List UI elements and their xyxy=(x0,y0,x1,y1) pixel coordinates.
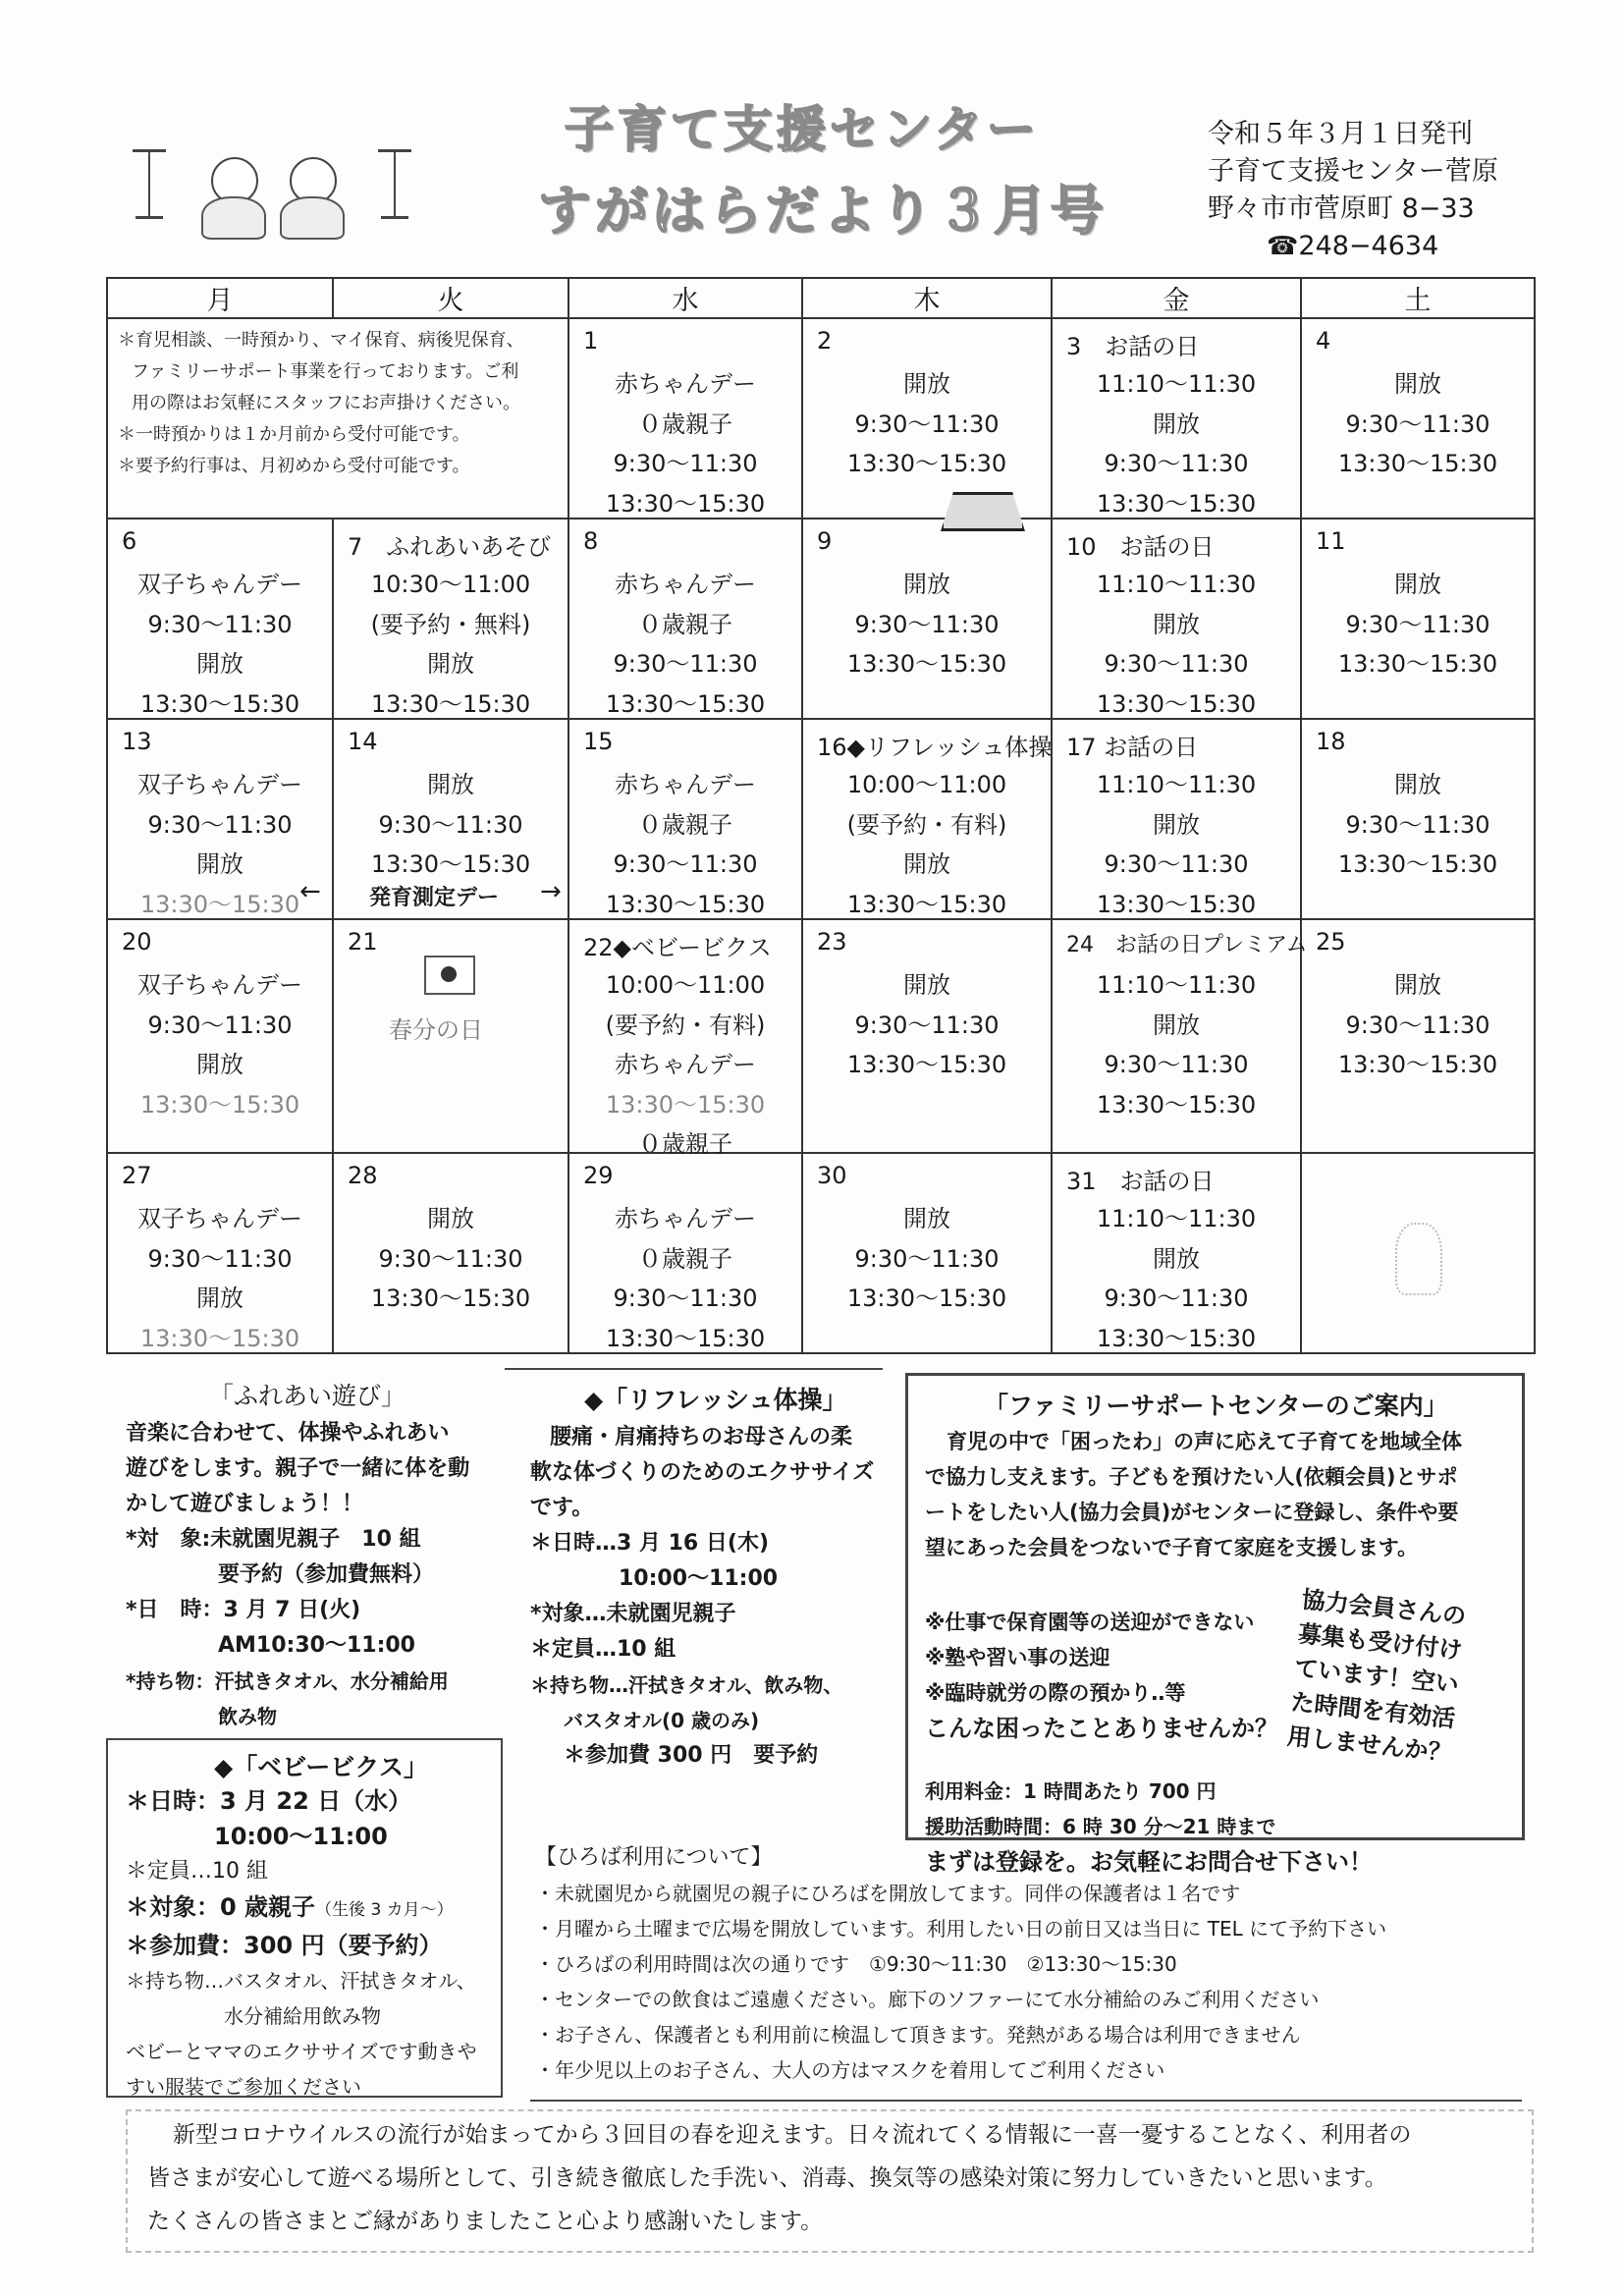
schedule-line: 9:30〜11:30 xyxy=(1104,450,1249,477)
day-number: 14 xyxy=(348,728,378,755)
calendar-week-1 xyxy=(107,318,1535,519)
schedule-line: 13:30〜15:30 xyxy=(1096,689,1257,718)
newsletter-subtitle: すがはらだより３月号 xyxy=(538,180,1108,242)
question-line: こんな困ったことありませんか？ xyxy=(925,1715,1278,1742)
day-cell xyxy=(802,1153,1052,1353)
schedule-line: 13:30〜15:30 xyxy=(370,850,531,878)
schedule-line: 赤ちゃんデー xyxy=(615,571,756,598)
capacity-line: ＊定員…10 組 xyxy=(530,1637,676,1662)
day-schedule xyxy=(108,565,332,724)
schedule-line: 開放 xyxy=(1394,971,1441,999)
day-number: 2 xyxy=(817,327,833,355)
day-schedule xyxy=(569,565,801,724)
calendar-week-4 xyxy=(107,919,1535,1153)
address: 野々市市菅原町 8−33 xyxy=(1208,193,1475,224)
section-title: 【ひろば利用について】 xyxy=(535,1845,773,1870)
day-cell xyxy=(1052,919,1308,1153)
day-schedule xyxy=(803,765,1051,924)
refresh-taiso-section xyxy=(530,1381,893,1774)
rule-line: ・センターでの飲食はご遠慮ください。廊下のソファーにて水分補給のみご利用ください xyxy=(535,1988,1320,2011)
desc-line: 軟な体づくりのためのエクササイズ xyxy=(530,1460,875,1485)
publication-info xyxy=(1208,116,1498,265)
schedule-line: 開放 xyxy=(1153,810,1200,839)
schedule-line: 13:30〜15:30 xyxy=(846,1285,1007,1312)
day-schedule xyxy=(334,765,568,885)
schedule-line: 13:30〜15:30 xyxy=(846,650,1007,678)
rule-line: ・ひろばの利用時間は次の通りです ①9:30〜11:30 ②13:30〜15:30 xyxy=(535,1952,1177,1976)
schedule-line: 開放 xyxy=(903,1205,950,1232)
day-schedule xyxy=(334,1199,568,1319)
callout-line: ています！空い xyxy=(1293,1654,1461,1699)
schedule-line: 赤ちゃんデー xyxy=(615,1205,756,1232)
schedule-line: 開放 xyxy=(427,771,474,798)
day-number: 10 お話の日 xyxy=(1066,533,1215,561)
day-schedule xyxy=(569,965,801,1165)
schedule-line: 双子ちゃんデー xyxy=(137,771,302,798)
desc-line: ートをしたい人(協力会員)がセンターに登録し、条件や要 xyxy=(925,1501,1459,1524)
day-schedule xyxy=(108,1199,332,1358)
schedule-line: 9:30〜11:30 xyxy=(147,610,293,638)
day-number: 15 xyxy=(583,728,614,755)
day-number: 31 お話の日 xyxy=(1066,1168,1215,1195)
schedule-line: 開放 xyxy=(427,1205,474,1232)
day-schedule xyxy=(803,565,1051,684)
day-cell xyxy=(107,1153,333,1353)
callout-line: た時間を有効活 xyxy=(1289,1688,1457,1733)
target-main: ＊対象：0 歳親子 xyxy=(126,1893,316,1921)
items-line: 水分補給用飲み物 xyxy=(224,2004,381,2028)
items-line: ＊持ち物…汗拭きタオル、飲み物、 xyxy=(530,1673,843,1697)
callout-line: 協力会員さんの xyxy=(1300,1585,1468,1631)
day-cell xyxy=(107,719,333,919)
day-schedule xyxy=(803,364,1051,484)
schedule-line: 開放 xyxy=(1394,771,1441,798)
day-cell xyxy=(333,919,568,1153)
section-title: 「ファミリーサポートセンターのご案内」 xyxy=(984,1392,1448,1420)
japan-flag-icon xyxy=(424,956,475,995)
calendar-week-3 xyxy=(107,719,1535,919)
day-number: 23 xyxy=(817,928,847,956)
fee-line: ＊参加費：300 円（要予約） xyxy=(126,1932,443,1959)
day-number: 1 xyxy=(583,327,599,355)
day-number: 20 xyxy=(122,928,152,956)
measure-arrow-right: → xyxy=(540,877,562,906)
day-cell xyxy=(333,1153,568,1353)
schedule-line: 赤ちゃんデー xyxy=(615,771,756,798)
rule-line: ・月曜から土曜まで広場を開放しています。利用したい日の前日又は当日に TEL にて予約下さい xyxy=(535,1917,1387,1941)
section-title: ◆「リフレッシュ体操」 xyxy=(584,1386,847,1414)
schedule-line: 赤ちゃんデー xyxy=(615,370,756,398)
weekday-mon: 月 xyxy=(107,278,333,318)
items-line: 飲み物 xyxy=(218,1705,277,1728)
section-title: ◆「ベビービクス」 xyxy=(214,1753,428,1781)
schedule-line: 13:30〜15:30 xyxy=(1337,450,1498,477)
day-schedule xyxy=(569,1199,801,1358)
schedule-line: 13:30〜15:30 xyxy=(139,1324,300,1352)
target-sub: （生後 3 カ月〜） xyxy=(315,1900,454,1920)
schedule-line: 13:30〜15:30 xyxy=(846,450,1007,477)
schedule-line: 9:30〜11:30 xyxy=(613,1285,758,1312)
calendar-notes xyxy=(107,318,568,519)
message-line: 新型コロナウイルスの流行が始まってから３回目の春を迎えます。日々流れてくる情報に一喜一憂することなく、利用者の xyxy=(173,2122,1412,2148)
publish-date: 令和５年３月１日発刊 xyxy=(1208,119,1473,149)
day-cell xyxy=(802,519,1052,719)
schedule-line: (要予約・有料) xyxy=(846,810,1007,839)
schedule-line: 開放 xyxy=(1153,610,1200,638)
schedule-line: 13:30〜15:30 xyxy=(139,890,300,918)
day-number: 8 xyxy=(583,527,599,555)
target-line: *対象…未就園児親子 xyxy=(530,1602,736,1626)
schedule-line: 13:30〜15:30 xyxy=(605,1090,766,1119)
section-title: 「ふれあい遊び」 xyxy=(209,1382,406,1410)
day-cell xyxy=(568,318,802,519)
rule-line: ・お子さん、保護者とも利用前に検温して頂きます。発熱がある場合は利用できません xyxy=(535,2023,1301,2047)
day-cell xyxy=(1052,719,1301,919)
day-number: 13 xyxy=(122,728,152,755)
schedule-line: 開放 xyxy=(196,850,243,878)
schedule-line: 9:30〜11:30 xyxy=(854,1244,1000,1273)
weekday-header xyxy=(107,278,1535,318)
day-cell xyxy=(107,919,333,1153)
register-line: まずは登録を。お気軽にお問合せ下さい！ xyxy=(925,1848,1373,1876)
weekday-thu: 木 xyxy=(802,278,1052,318)
fee-line: 利用料金：1 時間あたり 700 円 xyxy=(925,1779,1217,1803)
date-line: *日 時：3 月 7 日(火) xyxy=(126,1598,361,1622)
day-cell xyxy=(1301,919,1535,1153)
day-cell xyxy=(107,519,333,719)
newsletter-title: 子育て支援センター xyxy=(565,101,1040,158)
time-line: AM10:30〜11:00 xyxy=(218,1633,415,1658)
day-cell xyxy=(802,719,1052,919)
schedule-line: 13:30〜15:30 xyxy=(605,890,766,918)
day-schedule xyxy=(569,765,801,924)
schedule-line: 9:30〜11:30 xyxy=(1345,410,1490,438)
rule-line: ・未就園児から就園児の親子にひろばを開放してます。同伴の保護者は１名です xyxy=(535,1882,1241,1905)
note-line: 用の際はお気軽にスタッフにお声掛けください。 xyxy=(132,393,520,413)
day-number: 29 xyxy=(583,1162,614,1189)
volunteer-callout xyxy=(1285,1583,1467,1772)
day-number: 22◆ベビービクス xyxy=(583,934,772,961)
schedule-line: (要予約・無料) xyxy=(370,610,531,638)
schedule-line: (要予約・有料) xyxy=(605,1011,766,1039)
desc-line: で協力し支えます。子どもを預けたい人(依頼会員)とサポ xyxy=(925,1465,1458,1489)
weekday-wed: 水 xyxy=(568,278,802,318)
desc-line: 育児の中で「困ったわ」の声に応えて子育てを地域全体 xyxy=(947,1430,1462,1453)
desc-line: 遊びをします。親子で一緒に体を動 xyxy=(126,1456,470,1481)
target-note: 要予約（参加費無料） xyxy=(218,1562,435,1587)
monthly-calendar xyxy=(106,277,1536,1354)
schedule-line: 11:10〜11:30 xyxy=(1096,971,1257,999)
schedule-line: ０歳親子 xyxy=(638,1130,732,1158)
schedule-line: 9:30〜11:30 xyxy=(1104,650,1249,678)
day-cell xyxy=(1052,1153,1301,1353)
day-schedule xyxy=(1302,765,1534,885)
day-number: 27 xyxy=(122,1162,152,1189)
schedule-line: 開放 xyxy=(1394,571,1441,598)
phone-number: 248−4634 xyxy=(1298,231,1439,261)
message-line: たくさんの皆さまとご縁がありましたこと心より感謝いたします。 xyxy=(147,2209,824,2234)
schedule-line: 双子ちゃんデー xyxy=(137,971,302,999)
schedule-line: 11:10〜11:30 xyxy=(1096,571,1257,598)
items-line: ＊持ち物…バスタオル、汗拭きタオル、 xyxy=(126,1969,476,1993)
day-cell xyxy=(1301,719,1535,919)
items-line: *持ち物：汗拭きタオル、水分補給用 xyxy=(126,1669,449,1693)
date-line: ＊日時：3 月 22 日（水） xyxy=(126,1787,412,1815)
day-schedule xyxy=(1053,1199,1300,1358)
schedule-line: 開放 xyxy=(903,850,950,878)
day-schedule xyxy=(803,1199,1051,1319)
example-line: ※仕事で保育園等の送迎ができない xyxy=(925,1611,1255,1634)
day-cell xyxy=(568,519,802,719)
phone-line xyxy=(1208,228,1498,265)
day-number: 11 xyxy=(1316,527,1346,555)
example-line: ※塾や習い事の送迎 xyxy=(925,1646,1110,1669)
schedule-line: 13:30〜15:30 xyxy=(605,689,766,718)
callout-line: 募集も受け付け xyxy=(1296,1619,1464,1665)
schedule-line: 双子ちゃんデー xyxy=(137,1205,302,1232)
schedule-line: 開放 xyxy=(196,1051,243,1078)
day-number: 28 xyxy=(348,1162,378,1189)
callout-line: 用しませんか？ xyxy=(1285,1722,1453,1768)
babybics-section xyxy=(126,1748,499,2105)
calendar-week-5 xyxy=(107,1153,1535,1353)
schedule-line: 9:30〜11:30 xyxy=(1345,1011,1490,1039)
date-line: ＊日時…3 月 16 日(木) xyxy=(530,1531,770,1556)
schedule-line: 13:30〜15:30 xyxy=(605,489,766,518)
measure-arrow-left: ← xyxy=(299,877,321,906)
day-number: 7 ふれあいあそび xyxy=(348,533,552,561)
schedule-line: 開放 xyxy=(196,650,243,678)
schedule-line: 9:30〜11:30 xyxy=(378,810,523,839)
organization-name: 子育て支援センター菅原 xyxy=(1208,156,1498,187)
schedule-line: 9:30〜11:30 xyxy=(1104,1051,1249,1078)
phone-icon: ☎ xyxy=(1267,232,1299,261)
schedule-line: 13:30〜15:30 xyxy=(1096,1324,1257,1352)
day-number: 25 xyxy=(1316,928,1346,956)
fureai-asobi-section xyxy=(126,1377,509,1734)
schedule-line: 開放 xyxy=(1153,410,1200,438)
schedule-line: 13:30〜15:30 xyxy=(370,1285,531,1312)
note-line: ＊要予約行事は、月初めから受付可能です。 xyxy=(118,456,470,476)
schedule-line: 赤ちゃんデー xyxy=(615,1051,756,1078)
day-number: 6 xyxy=(122,527,137,555)
schedule-line: 9:30〜11:30 xyxy=(378,1244,523,1273)
holiday-label: 春分の日 xyxy=(389,1016,483,1044)
schedule-line: 開放 xyxy=(903,571,950,598)
day-cell xyxy=(568,1153,802,1353)
note-line: ファミリーサポート事業を行っております。ご利 xyxy=(132,361,519,382)
weekday-fri: 金 xyxy=(1052,278,1301,318)
closing-message xyxy=(147,2113,1522,2243)
schedule-line: 9:30〜11:30 xyxy=(854,1011,1000,1039)
hiroba-rules-section xyxy=(535,1840,1517,2088)
day-schedule xyxy=(1302,565,1534,684)
schedule-line: 9:30〜11:30 xyxy=(1345,810,1490,839)
schedule-line: 13:30〜15:30 xyxy=(139,1090,300,1119)
schedule-line: ０歳親子 xyxy=(638,810,732,839)
desc-line: かして遊びましょう！！ xyxy=(126,1492,364,1516)
schedule-line: 13:30〜15:30 xyxy=(1096,890,1257,918)
day-number: 3 お話の日 xyxy=(1066,333,1200,360)
desc-line: 望にあった会員をつないで子育て家庭を支援します。 xyxy=(925,1536,1419,1559)
desc-line: 腰痛・肩痛持ちのお母さんの柔 xyxy=(550,1425,853,1449)
day-number: 18 xyxy=(1316,728,1346,755)
note-line: ＊育児相談、一時預かり、マイ保育、病後児保育、 xyxy=(118,330,524,351)
time-line: 10:00〜11:00 xyxy=(619,1566,779,1591)
schedule-line: 開放 xyxy=(1394,370,1441,398)
note-line: ＊一時預かりは１か月前から受付可能です。 xyxy=(118,424,470,445)
day-schedule xyxy=(1302,364,1534,484)
schedule-line: 開放 xyxy=(427,650,474,678)
schedule-line: 13:30〜15:30 xyxy=(1337,1051,1498,1078)
day-number: 4 xyxy=(1316,327,1331,355)
doll-sketch-icon xyxy=(1395,1223,1442,1295)
schedule-line: 10:30〜11:00 xyxy=(370,571,531,598)
time-line: 10:00〜11:00 xyxy=(214,1823,388,1850)
schedule-line: 11:10〜11:30 xyxy=(1096,771,1257,798)
schedule-line: 9:30〜11:30 xyxy=(854,610,1000,638)
schedule-line: 9:30〜11:30 xyxy=(147,1244,293,1273)
schedule-line: ０歳親子 xyxy=(638,1244,732,1273)
day-schedule xyxy=(1053,965,1300,1124)
schedule-line: 13:30〜15:30 xyxy=(1096,489,1257,518)
day-schedule xyxy=(803,965,1051,1085)
schedule-line: 13:30〜15:30 xyxy=(1337,650,1498,678)
day-schedule xyxy=(1053,765,1300,924)
day-number: 17 お話の日 xyxy=(1066,734,1199,761)
schedule-line: 双子ちゃんデー xyxy=(137,571,302,598)
day-cell xyxy=(568,919,802,1158)
day-cell xyxy=(333,519,568,719)
day-schedule xyxy=(108,765,332,924)
items-line: バスタオル(0 歳のみ) xyxy=(564,1709,760,1732)
desc-line: 音楽に合わせて、体操やふれあい xyxy=(126,1421,450,1446)
day-schedule xyxy=(1053,364,1300,523)
schedule-line: 9:30〜11:30 xyxy=(1345,610,1490,638)
calendar-week-2 xyxy=(107,519,1535,719)
note-line: すい服装でご参加ください xyxy=(126,2075,361,2099)
schedule-line: 開放 xyxy=(196,1285,243,1312)
schedule-line: 10:00〜11:00 xyxy=(846,771,1007,798)
schedule-line: 9:30〜11:30 xyxy=(613,850,758,878)
schedule-line: 11:10〜11:30 xyxy=(1096,1205,1257,1232)
schedule-line: 9:30〜11:30 xyxy=(854,410,1000,438)
day-schedule xyxy=(334,565,568,724)
day-number: 24 お話の日プレミアム xyxy=(1066,933,1308,957)
day-number: 21 xyxy=(348,928,378,956)
day-number: 30 xyxy=(817,1162,847,1189)
schedule-line: 13:30〜15:30 xyxy=(1096,1090,1257,1119)
growth-measurement-day: 発育測定デー xyxy=(369,886,500,910)
capacity-line: ＊定員…10 組 xyxy=(126,1859,268,1884)
schedule-line: 9:30〜11:30 xyxy=(1104,1285,1249,1312)
schedule-line: 13:30〜15:30 xyxy=(846,890,1007,918)
day-cell xyxy=(802,919,1052,1153)
schedule-line: 13:30〜15:30 xyxy=(1337,850,1498,878)
schedule-line: 9:30〜11:30 xyxy=(147,810,293,839)
target-line xyxy=(126,1889,499,1928)
schedule-line: 13:30〜15:30 xyxy=(605,1324,766,1352)
day-cell xyxy=(1301,519,1535,719)
schedule-line: 開放 xyxy=(1153,1244,1200,1273)
day-cell-empty xyxy=(1301,1153,1535,1353)
schedule-line: 9:30〜11:30 xyxy=(613,650,758,678)
schedule-line: ０歳親子 xyxy=(638,610,732,638)
day-cell xyxy=(1052,318,1301,519)
schedule-line: 13:30〜15:30 xyxy=(370,689,531,718)
weekday-tue: 火 xyxy=(333,278,568,318)
schedule-line: 9:30〜11:30 xyxy=(613,450,758,477)
day-schedule xyxy=(1302,965,1534,1085)
schedule-line: ０歳親子 xyxy=(638,410,732,438)
target-line: *対 象:未就園児親子 10 組 xyxy=(126,1527,421,1552)
schedule-line: 開放 xyxy=(903,370,950,398)
rule-line: ・年少児以上のお子さん、大人の方はマスクを着用してご利用ください xyxy=(535,2058,1165,2082)
schedule-line: 13:30〜15:30 xyxy=(139,689,300,718)
example-line: ※臨時就労の際の預かり‥等 xyxy=(925,1681,1186,1705)
day-cell xyxy=(333,719,568,919)
schedule-line: 13:30〜15:30 xyxy=(846,1051,1007,1078)
desc-line: です。 xyxy=(530,1496,594,1520)
schedule-line: 10:00〜11:00 xyxy=(605,971,766,999)
note-line: ベビーとママのエクササイズです動きや xyxy=(126,2040,477,2063)
day-cell xyxy=(568,719,802,919)
schedule-line: 開放 xyxy=(1153,1011,1200,1039)
day-number: 16◆リフレッシュ体操 xyxy=(817,734,1053,761)
fee-line: ＊参加費 300 円 要予約 xyxy=(564,1743,819,1768)
message-line: 皆さまが安心して遊べる場所として、引き続き徹底した手洗い、消毒、換気等の感染対策に努力していきたいと思います。 xyxy=(147,2165,1387,2191)
hina-dolls-illustration xyxy=(128,128,422,236)
day-cell xyxy=(802,318,1052,519)
day-number: 9 xyxy=(817,527,833,555)
hours-line: 援助活動時間：6 時 30 分〜21 時まで xyxy=(925,1815,1276,1838)
day-cell xyxy=(1301,318,1535,519)
day-schedule xyxy=(1053,565,1300,724)
day-schedule xyxy=(108,965,332,1124)
day-schedule xyxy=(569,364,801,523)
schedule-line: 9:30〜11:30 xyxy=(147,1011,293,1039)
day-cell xyxy=(1052,519,1301,719)
weekday-sat: 土 xyxy=(1301,278,1535,318)
schedule-line: 開放 xyxy=(903,971,950,999)
schedule-line: 9:30〜11:30 xyxy=(1104,850,1249,878)
schedule-line: 11:10〜11:30 xyxy=(1096,370,1257,398)
